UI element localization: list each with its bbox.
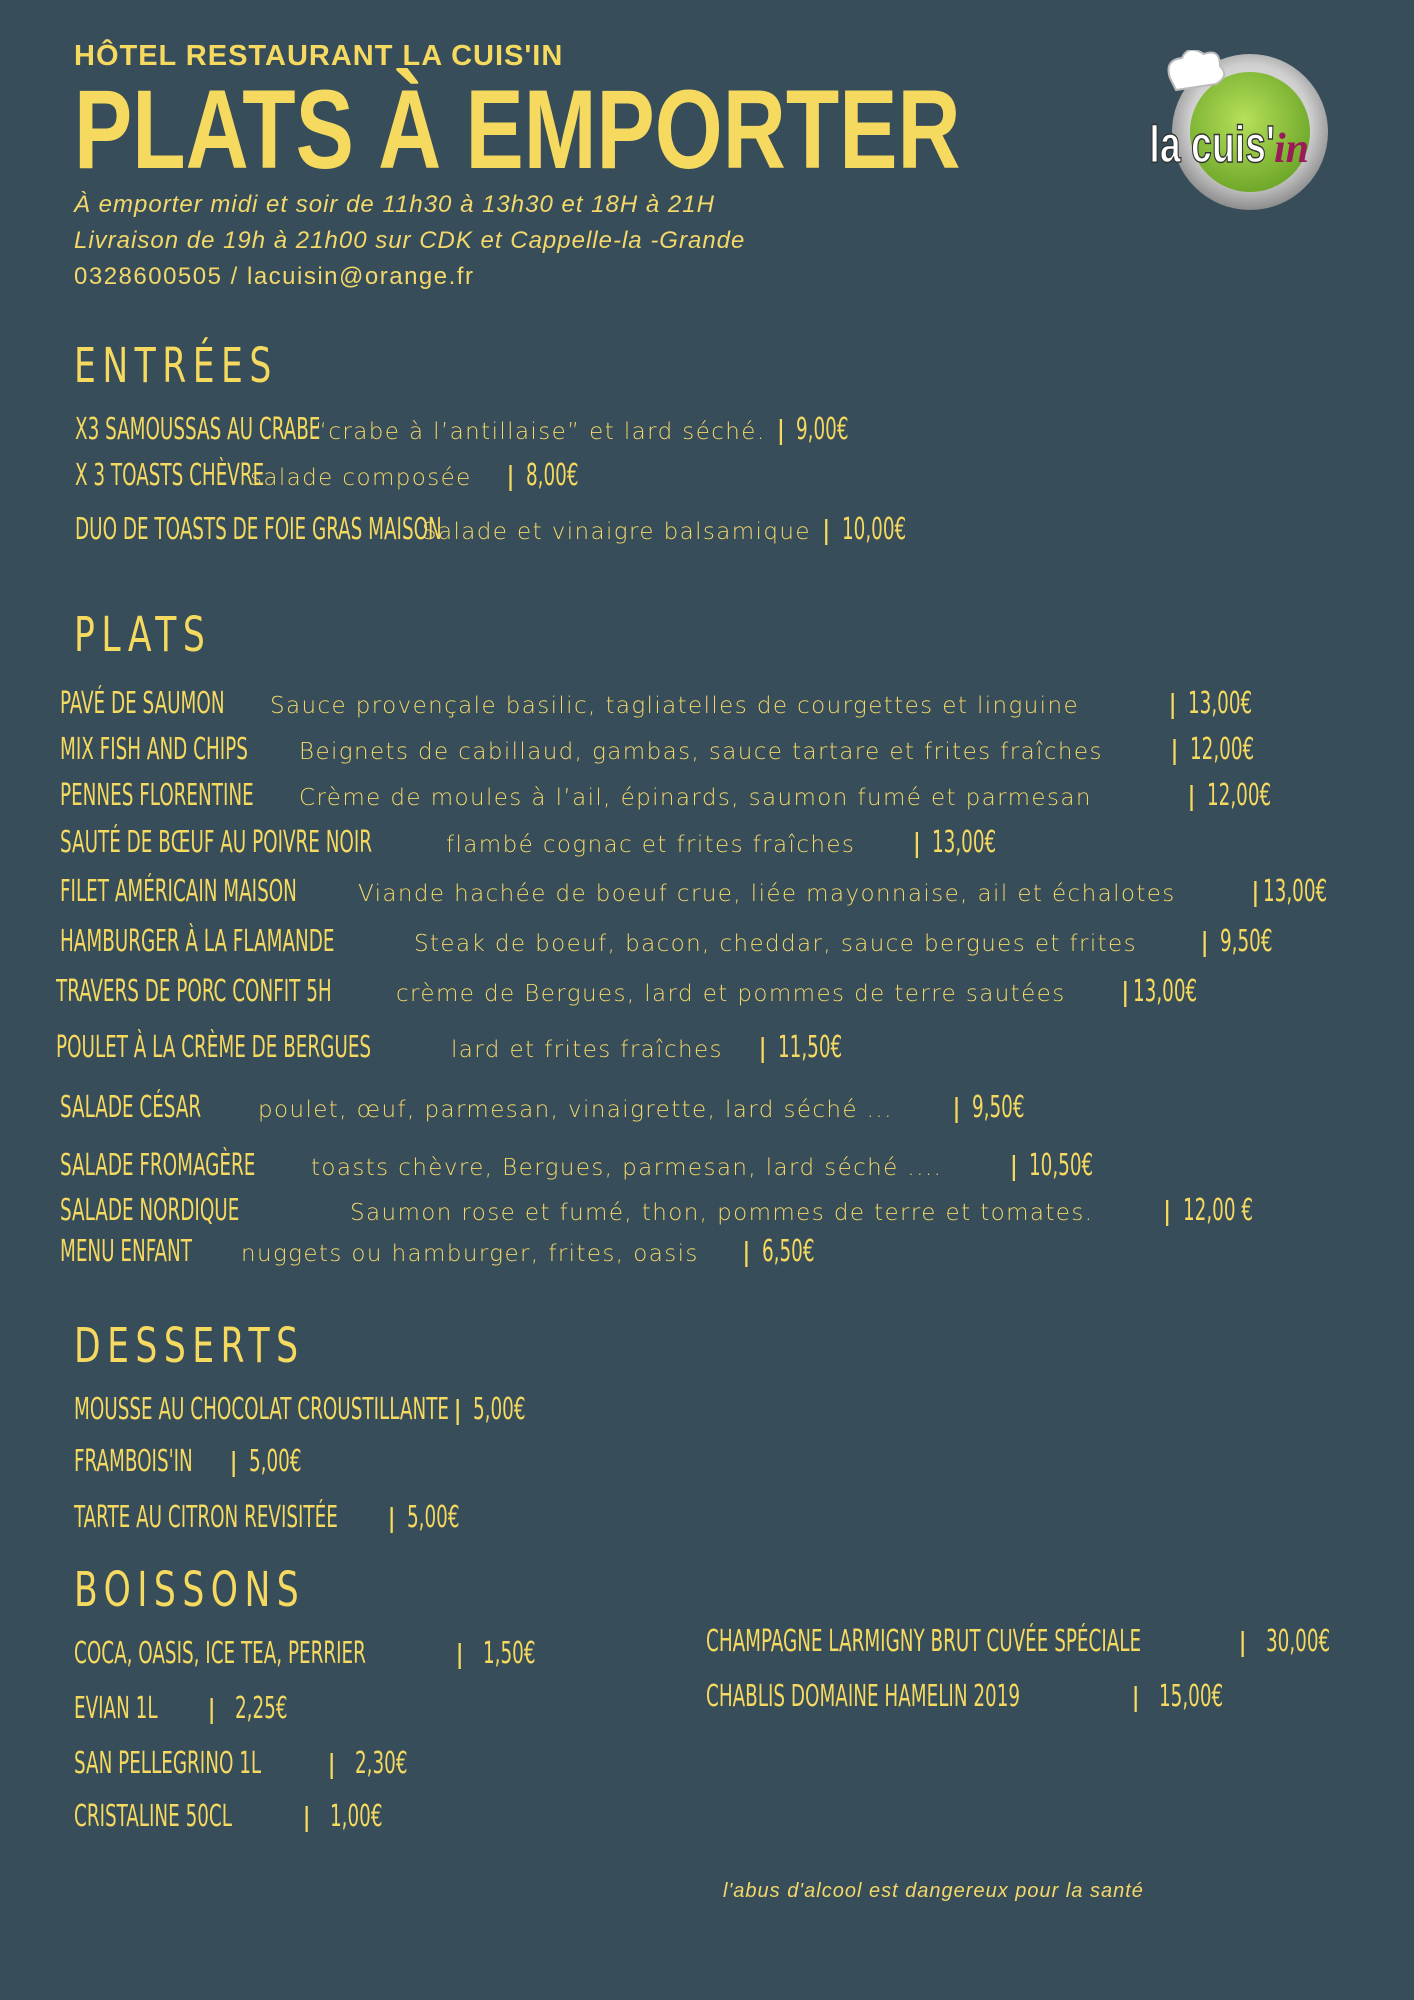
menu-item: HAMBURGER À LA FLAMANDE Steak de boeuf, bacon, cheddar, sauce bergues et frites | 9,50€: [60, 924, 1273, 959]
menu-item: PENNES FLORENTINE Crème de moules à l’ail, épinards, saumon fumé et parmesan | 12,00€: [60, 778, 1272, 813]
menu-item: CHAMPAGNE LARMIGNY BRUT CUVÉE SPÉCIALE | 30,00€: [706, 1624, 1331, 1659]
menu-item: CHABLIS DOMAINE HAMELIN 2019 | 15,00€: [706, 1679, 1224, 1714]
svg-text:la cuis': la cuis': [1149, 114, 1275, 174]
menu-item: TARTE AU CITRON REVISITÉE | 5,00€: [74, 1500, 460, 1535]
menu-item: FILET AMÉRICAIN MAISON Viande hachée de boeuf crue, liée mayonnaise, ail et échalotes | 13,00€: [60, 874, 1328, 909]
menu-item: TRAVERS DE PORC CONFIT 5H crème de Bergues, lard et pommes de terre sautées | 13,00€: [56, 974, 1198, 1009]
menu-item: SAUTÉ DE BŒUF AU POIVRE NOIR flambé cognac et frites fraîches | 13,00€: [60, 825, 997, 860]
restaurant-logo: [1148, 50, 1338, 220]
delivery-line: Livraison de 19h à 21h00 sur CDK et Cappelle-la -Grande: [74, 227, 746, 254]
hotel-name: HÔTEL RESTAURANT LA CUIS'IN: [74, 40, 564, 72]
menu-item: SALADE NORDIQUE Saumon rose et fumé, thon, pommes de terre et tomates. | 12,00 €: [60, 1193, 1253, 1228]
page-title: PLATS À EMPORTER: [74, 67, 961, 192]
menu-item: SAN PELLEGRINO 1L | 2,30€: [74, 1746, 408, 1781]
menu-item: MENU ENFANT nuggets ou hamburger, frites, oasis | 6,50€: [60, 1234, 815, 1269]
svg-text:in: in: [1274, 126, 1310, 172]
chef-hat-icon: [1169, 50, 1225, 90]
menu-item: X3 SAMOUSSAS AU CRABE “crabe à l’antillaise” et lard séché. | 9,00€: [75, 412, 849, 447]
menu-item: POULET À LA CRÈME DE BERGUES lard et frites fraîches | 11,50€: [56, 1030, 843, 1065]
hours-line: À emporter midi et soir de 11h30 à 13h30 et 18H à 21H: [74, 191, 715, 218]
menu-item: SALADE FROMAGÈRE toasts chèvre, Bergues, parmesan, lard séché .... | 10,50€: [60, 1148, 1094, 1183]
section-title-boissons: BOISSONS: [74, 1562, 306, 1618]
menu-item: PAVÉ DE SAUMON Sauce provençale basilic, tagliatelles de courgettes et linguine | 13,00€: [60, 686, 1253, 721]
menu-item: DUO DE TOASTS DE FOIE GRAS MAISON Salade et vinaigre balsamique | 10,00€: [75, 512, 906, 547]
menu-item: FRAMBOIS'IN | 5,00€: [74, 1444, 302, 1479]
menu-item: X 3 TOASTS CHÈVRE salade composée | 8,00€: [75, 458, 579, 493]
section-title-entrees: ENTRÉES: [74, 338, 278, 394]
menu-item: COCA, OASIS, ICE TEA, PERRIER | 1,50€: [74, 1636, 536, 1671]
alcohol-warning: l'abus d'alcool est dangereux pour la santé: [723, 1880, 1144, 1902]
menu-item: MIX FISH AND CHIPS Beignets de cabillaud, gambas, sauce tartare et frites fraîches | 12,00€: [60, 732, 1255, 767]
section-title-desserts: DESSERTS: [74, 1318, 305, 1374]
section-title-plats: PLATS: [74, 607, 212, 663]
menu-item: CRISTALINE 50CL | 1,00€: [74, 1799, 383, 1834]
menu-item: MOUSSE AU CHOCOLAT CROUSTILLANTE | 5,00€: [74, 1392, 526, 1427]
contact-line[interactable]: 0328600505 / lacuisin@orange.fr: [74, 263, 475, 290]
menu-item: EVIAN 1L | 2,25€: [74, 1691, 288, 1726]
menu-item: SALADE CÉSAR poulet, œuf, parmesan, vinaigrette, lard séché ... | 9,50€: [60, 1090, 1025, 1125]
